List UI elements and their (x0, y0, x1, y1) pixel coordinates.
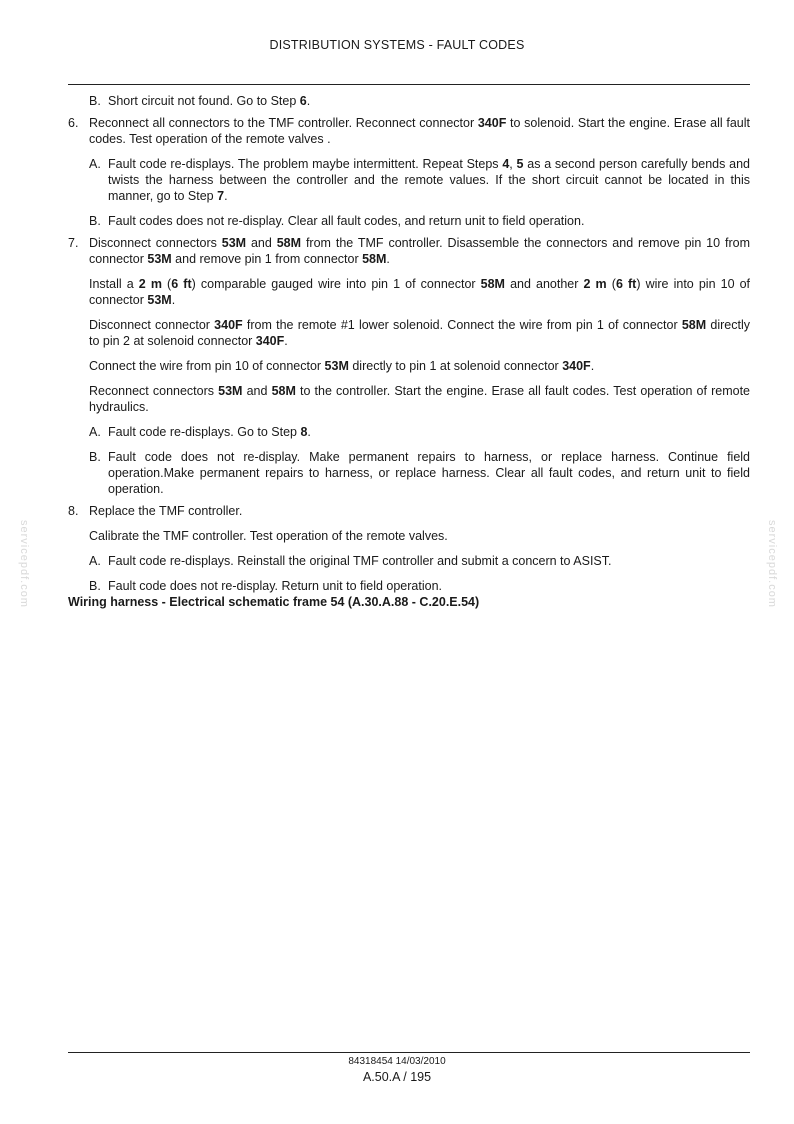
page-header: DISTRIBUTION SYSTEMS - FAULT CODES (269, 38, 525, 52)
step-7-option-a: A. Fault code re-displays. Go to Step 8. (89, 425, 311, 439)
step-8: 8. Replace the TMF controller. (68, 504, 243, 518)
header-rule (68, 84, 750, 85)
section-title: Wiring harness - Electrical schematic frame 54 (A.30.A.88 - C.20.E.54) (68, 595, 480, 609)
footer-page-number: A.50.A / 195 (362, 1070, 432, 1084)
step-7: 7. Disconnect connectors 53M and 58M from the TMF controller. Disassemble the connectors and remove pin 10 from connector 53M and remove pin 1 from connector 58M. (68, 236, 750, 266)
watermark-right: servicepdf.com (766, 520, 778, 608)
step-7-paragraph-5: Reconnect connectors 53M and 58M to the controller. Start the engine. Erase all fault codes. Test operation of remote hydraulics. (89, 384, 751, 414)
step-8-paragraph-2: Calibrate the TMF controller. Test operation of the remote valves. (89, 529, 448, 543)
step-6: 6. Reconnect all connectors to the TMF controller. Reconnect connector 340F to solenoid. Start the engine. Erase all fault codes. Test operation of the remote valves . (68, 116, 750, 146)
footer-rule (68, 1052, 750, 1053)
step-8-option-b: B. Fault code does not re-display. Return unit to field operation. (89, 579, 442, 593)
step-8-option-a: A. Fault code re-displays. Reinstall the original TMF controller and submit a concern to ASIST. (89, 554, 612, 568)
step-7-option-b: B. Fault code does not re-display. Make permanent repairs to harness, or replace harness. Continue field operation.Make permanent repairs to harness, or replace harness. Clear all fault codes, and return unit to field operation. (89, 450, 750, 496)
step-7-paragraph-3: Disconnect connector 340F from the remote #1 lower solenoid. Connect the wire from pin 1 of connector 58M directly to pin 2 at solenoid connector 340F. (89, 318, 750, 348)
step-5-option-b: B. Short circuit not found. Go to Step 6. (89, 94, 311, 108)
footer-document-number: 84318454 14/03/2010 (348, 1056, 446, 1067)
step-6-option-b: B. Fault codes does not re-display. Clear all fault codes, and return unit to field operation. (89, 214, 585, 228)
step-6-option-a: A. Fault code re-displays. The problem maybe intermittent. Repeat Steps 4, 5 as a second person carefully bends and twists the harness between the controller and the remote values. If the short circuit cannot be located in this manner, go to Step 7. (89, 157, 750, 203)
watermark-left: servicepdf.com (18, 520, 30, 608)
step-7-paragraph-2: Install a 2 m (6 ft) comparable gauged wire into pin 1 of connector 58M and another 2 m (6 ft) wire into pin 10 of connector 53M. (89, 277, 751, 307)
step-7-paragraph-4: Connect the wire from pin 10 of connector 53M directly to pin 1 at solenoid connector 340F. (89, 359, 595, 373)
document-body (68, 93, 750, 610)
